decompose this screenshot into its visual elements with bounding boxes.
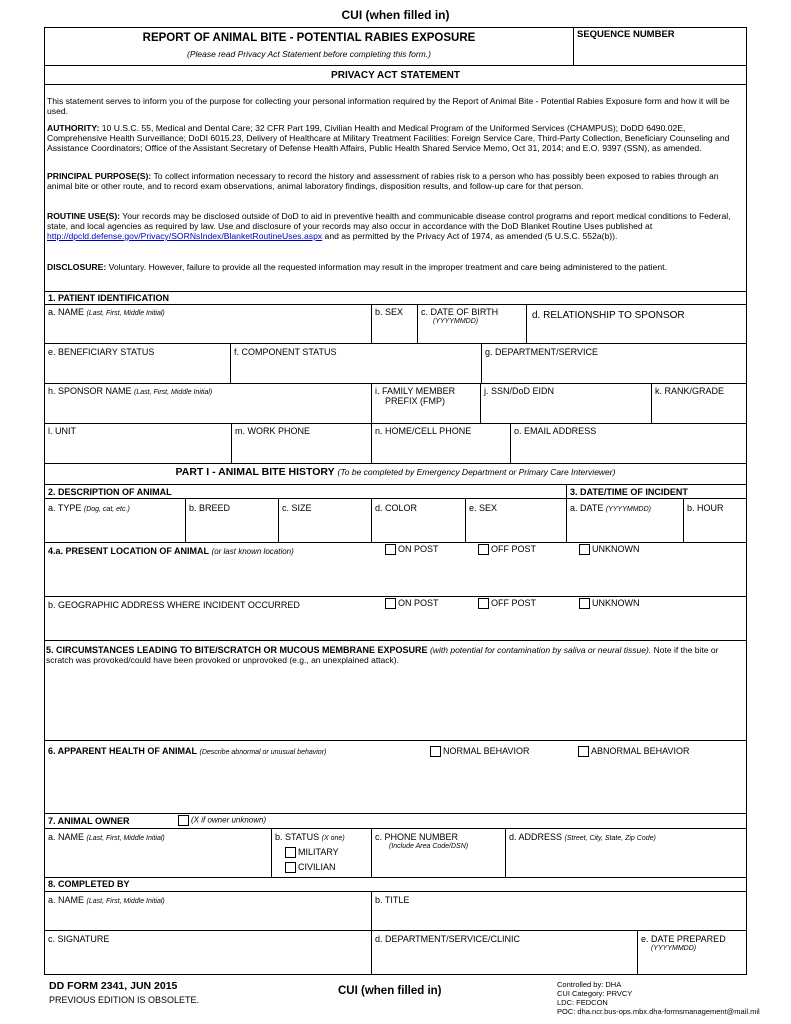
component-status-label[interactable]: f. COMPONENT STATUS: [234, 347, 337, 357]
sponsor-name-title: h. SPONSOR NAME: [48, 386, 132, 396]
work-phone-label[interactable]: m. WORK PHONE: [235, 426, 311, 436]
owner-status-hint: (X one): [321, 835, 345, 842]
patient-name-hint: (Last, First, Middle Initial): [86, 310, 165, 317]
owner-name-hint: (Last, First, Middle Initial): [86, 835, 165, 842]
present-location-label: [46, 545, 294, 557]
owner-status-label: [273, 831, 345, 844]
animal-type-label[interactable]: [46, 502, 130, 515]
controlled-by: [557, 980, 760, 1016]
routine-text-1: Your records may be disclosed outside of DoD to aid in preventive health and communicable disease control programs and report medical conditions to Federal, state, and local agencies as required by law. Use and disclosure of your records may also occur in accordance with the DoD Blanket Routine Uses published at: [47, 211, 731, 231]
address-on-post[interactable]: [383, 597, 439, 609]
sequence-number-label: SEQUENCE NUMBER: [577, 29, 675, 40]
privacy-purpose: [47, 171, 743, 191]
incident-date-hint: (YYYYMMDD): [605, 506, 651, 513]
address-unknown-checkbox[interactable]: [579, 598, 590, 609]
normal-behavior-option[interactable]: [428, 745, 530, 757]
obsolete-note: PREVIOUS EDITION IS OBSOLETE.: [49, 995, 200, 1005]
address-on-post-text: ON POST: [398, 598, 439, 608]
present-location-hint: (or last known location): [211, 547, 294, 556]
purpose-label: PRINCIPAL PURPOSE(S):: [47, 171, 152, 181]
patient-sex-label[interactable]: b. SEX: [375, 307, 404, 317]
dob-title: c. DATE OF BIRTH: [421, 307, 499, 317]
location-unknown[interactable]: [577, 543, 640, 555]
completed-by-name-title: a. NAME: [48, 895, 85, 905]
owner-phone-hint: (Include Area Code/DSN): [389, 843, 469, 850]
routine-uses-link[interactable]: http://dpcld.defense.gov/Privacy/SORNsIndex/BlanketRoutineUses.aspx: [47, 231, 323, 241]
relationship-label[interactable]: d. RELATIONSHIP TO SPONSOR: [532, 310, 685, 321]
privacy-disclosure: [47, 262, 743, 272]
clinic-label[interactable]: d. DEPARTMENT/SERVICE/CLINIC: [375, 934, 521, 944]
home-phone-label[interactable]: n. HOME/CELL PHONE: [375, 426, 472, 436]
form-subtitle: (Please read Privacy Act Statement before completing this form.): [187, 49, 431, 59]
owner-status-title: b. STATUS: [275, 832, 320, 842]
disclosure-label: DISCLOSURE:: [47, 262, 107, 272]
address-off-post-checkbox[interactable]: [478, 598, 489, 609]
location-on-post[interactable]: [383, 543, 439, 555]
owner-address-label[interactable]: [507, 831, 656, 844]
normal-behavior-checkbox[interactable]: [430, 746, 441, 757]
owner-phone-title: c. PHONE NUMBER: [375, 832, 459, 842]
owner-military-option[interactable]: [283, 846, 339, 858]
owner-address-title: d. ADDRESS: [509, 832, 563, 842]
privacy-routine: [47, 211, 743, 241]
form-title: REPORT OF ANIMAL BITE - POTENTIAL RABIES EXPOSURE: [142, 32, 476, 44]
part1-hint: (To be completed by Emergency Department or Primary Care Interviewer): [337, 467, 616, 477]
animal-type-hint: (Dog, cat, etc.): [83, 506, 130, 513]
fmp-line1: i. FAMILY MEMBER: [375, 386, 456, 396]
ldc-text: LDC: FEDCON: [557, 998, 608, 1007]
date-prepared-hint: (YYYYMMDD): [651, 945, 697, 952]
form-id: DD FORM 2341, JUN 2015: [49, 980, 178, 992]
incident-hour-label[interactable]: b. HOUR: [687, 503, 724, 513]
fmp-line2: PREFIX (FMP): [385, 396, 445, 406]
location-off-post[interactable]: [476, 543, 536, 555]
address-on-post-checkbox[interactable]: [385, 598, 396, 609]
disclosure-text: Voluntary. However, failure to provide all the requested information may result in the improper treatment and care being administered to the patient.: [108, 262, 667, 272]
owner-unknown-checkbox[interactable]: [178, 815, 189, 826]
on-post-text: ON POST: [398, 544, 439, 554]
abnormal-behavior-text: ABNORMAL BEHAVIOR: [591, 746, 690, 756]
military-text: MILITARY: [298, 847, 339, 857]
address-off-post[interactable]: [476, 597, 536, 609]
email-label[interactable]: o. EMAIL ADDRESS: [514, 426, 597, 436]
owner-unknown-option[interactable]: [178, 815, 266, 826]
military-checkbox[interactable]: [285, 847, 296, 858]
cui-bottom-marking: CUI (when filled in): [338, 985, 442, 997]
unit-label[interactable]: l. UNIT: [48, 426, 76, 436]
animal-size-label[interactable]: c. SIZE: [282, 503, 312, 513]
owner-name-label[interactable]: [46, 831, 165, 844]
section-2-heading: 2. DESCRIPTION OF ANIMAL: [48, 487, 172, 497]
sequence-number-field[interactable]: [574, 42, 746, 64]
normal-behavior-text: NORMAL BEHAVIOR: [443, 746, 530, 756]
part1-title: PART I - ANIMAL BITE HISTORY: [175, 466, 335, 478]
beneficiary-status-label[interactable]: e. BENEFICIARY STATUS: [48, 347, 155, 357]
unknown-location-text: UNKNOWN: [592, 544, 640, 554]
section-1-heading: 1. PATIENT IDENTIFICATION: [48, 293, 169, 303]
patient-name-title: a. NAME: [48, 307, 85, 317]
animal-health-hint: (Describe abnormal or unusual behavior): [199, 749, 327, 756]
routine-label: ROUTINE USE(S):: [47, 211, 121, 221]
completed-by-title-label[interactable]: b. TITLE: [375, 895, 410, 905]
animal-type-title: a. TYPE: [48, 503, 82, 513]
abnormal-behavior-option[interactable]: [576, 745, 690, 757]
ssn-label[interactable]: j. SSN/DoD EIDN: [484, 386, 555, 396]
sponsor-name-hint: (Last, First, Middle Initial): [134, 389, 213, 396]
off-post-checkbox[interactable]: [478, 544, 489, 555]
fmp-label[interactable]: [373, 385, 455, 406]
address-unknown-text: UNKNOWN: [592, 598, 640, 608]
animal-health-label: [46, 745, 326, 758]
unknown-location-checkbox[interactable]: [579, 544, 590, 555]
section-3-heading: 3. DATE/TIME OF INCIDENT: [570, 487, 688, 497]
purpose-text: To collect information necessary to record the history and assessment of rabies risk to a person who has possibly been exposed to rabies through an animal bite or other route, and to record exam observations, animal laboratory findings, disposition results, and follow-up care for that person.: [47, 171, 719, 191]
owner-civilian-option[interactable]: [283, 861, 336, 873]
date-prepared-title: e. DATE PREPARED: [641, 934, 726, 944]
owner-address-hint: (Street, City, State, Zip Code): [564, 835, 656, 842]
part1-heading: [44, 466, 747, 478]
owner-name-title: a. NAME: [48, 832, 85, 842]
privacy-authority: [47, 123, 743, 153]
controlled-by-text: Controlled by: DHA: [557, 980, 622, 989]
cui-top-marking: CUI (when filled in): [341, 8, 450, 22]
on-post-checkbox[interactable]: [385, 544, 396, 555]
civilian-checkbox[interactable]: [285, 862, 296, 873]
geographic-address-label: b. GEOGRAPHIC ADDRESS WHERE INCIDENT OCCURRED: [48, 600, 300, 610]
completed-by-name-label[interactable]: [46, 894, 165, 907]
routine-text-2: and as permitted by the Privacy Act of 1974, as amended (5 U.S.C. 552a(b)).: [324, 231, 618, 241]
poc-text: POC: dha.ncr.bus-ops.mbx.dha-formsmanagement@mail.mil: [557, 1007, 760, 1016]
circumstances-title: 5. CIRCUMSTANCES LEADING TO BITE/SCRATCH OR MUCOUS MEMBRANE EXPOSURE: [46, 645, 428, 655]
rank-grade-label[interactable]: k. RANK/GRADE: [655, 386, 725, 396]
signature-label[interactable]: c. SIGNATURE: [48, 934, 110, 944]
civilian-text: CIVILIAN: [298, 862, 336, 872]
address-unknown[interactable]: [577, 597, 640, 609]
section-8-heading: 8. COMPLETED BY: [48, 879, 130, 889]
circumstances-label[interactable]: [46, 645, 742, 665]
patient-dob-label[interactable]: [419, 306, 498, 327]
off-post-text: OFF POST: [491, 544, 536, 554]
section-7-heading: 7. ANIMAL OWNER: [48, 816, 130, 826]
completed-by-name-hint: (Last, First, Middle Initial): [86, 898, 165, 905]
circumstances-hint: (with potential for contamination by saliva or neural tissue).: [430, 645, 652, 655]
incident-date-title: a. DATE: [570, 503, 604, 513]
incident-date-label[interactable]: [568, 502, 651, 515]
patient-name-label[interactable]: [46, 306, 372, 344]
privacy-intro: This statement serves to inform you of the purpose for collecting your personal information required by the Report of Animal Bite - Potential Rabies Exposure form and how it will be used.: [47, 96, 730, 116]
department-service-label[interactable]: g. DEPARTMENT/SERVICE: [485, 347, 599, 357]
authority-label: AUTHORITY:: [47, 123, 100, 133]
cui-category-text: CUI Category: PRVCY: [557, 989, 633, 998]
animal-color-label[interactable]: d. COLOR: [375, 503, 418, 513]
present-location-title: 4.a. PRESENT LOCATION OF ANIMAL: [48, 546, 210, 556]
authority-text: 10 U.S.C. 55, Medical and Dental Care; 32 CFR Part 199, Civilian Health and Medical Program of the Uniformed Services (CHAMPUS); DoDD 6490.02E, Comprehensive Health Surveillance; DoDI 6015.23, Delivery of Healthcare at Military Treatment Facilities: Foreign Service Care, Third-Party Collection, Beneficiary Counseling and Assistance Coordinators; Office of the Assistant Secretary of Defense Health Affairs, Public Health Shared Service Memo, Oct 31, 2014; and E.O. 9397 (SSN), as amended.: [47, 123, 730, 153]
dob-hint: (YYYYMMDD): [433, 318, 479, 325]
date-prepared-label[interactable]: [639, 933, 726, 954]
animal-breed-label[interactable]: b. BREED: [189, 503, 231, 513]
circumstances-note: Note if the bite or scratch was provoked/could have been provoked or unprovoked (e.g., an unexplained attack).: [46, 645, 719, 665]
address-off-post-text: OFF POST: [491, 598, 536, 608]
animal-health-title: 6. APPARENT HEALTH OF ANIMAL: [48, 746, 197, 756]
owner-phone-label[interactable]: [373, 831, 468, 852]
privacy-heading: PRIVACY ACT STATEMENT: [331, 70, 460, 81]
owner-unknown-text: (X if owner unknown): [191, 815, 267, 825]
sponsor-name-label[interactable]: [46, 385, 212, 398]
abnormal-behavior-checkbox[interactable]: [578, 746, 589, 757]
animal-sex-label[interactable]: e. SEX: [469, 503, 498, 513]
